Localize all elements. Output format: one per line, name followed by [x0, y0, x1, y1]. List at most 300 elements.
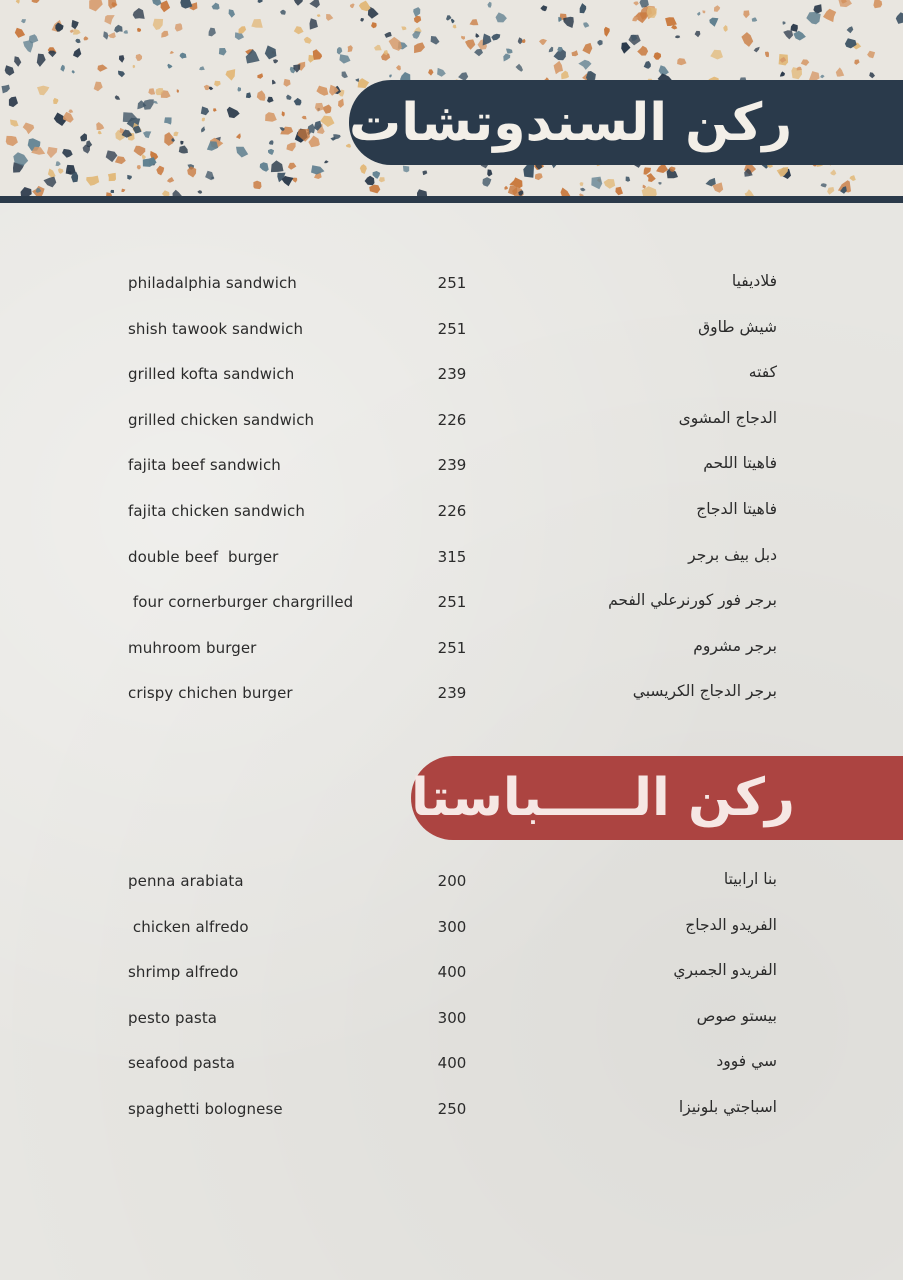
terrazzo-chip [106, 150, 118, 162]
terrazzo-chip [103, 31, 108, 39]
terrazzo-chip [621, 42, 630, 54]
terrazzo-chip [504, 186, 508, 190]
terrazzo-chip [369, 185, 380, 194]
item-english-name: muhroom burger [128, 638, 257, 657]
terrazzo-chip [48, 169, 56, 179]
terrazzo-chip [179, 146, 188, 154]
terrazzo-chip [115, 156, 126, 164]
terrazzo-chip [695, 31, 701, 37]
terrazzo-chip [151, 0, 161, 6]
item-price: 250 [437, 1099, 467, 1118]
item-arabic-name: برجر مشروم [693, 636, 777, 655]
terrazzo-chip [342, 71, 348, 78]
terrazzo-chip [540, 5, 547, 11]
terrazzo-chip [422, 171, 427, 176]
terrazzo-chip [414, 42, 425, 53]
terrazzo-chip [821, 183, 827, 187]
terrazzo-chip [580, 182, 584, 186]
terrazzo-chip [535, 173, 543, 180]
menu-row [0, 534, 903, 580]
terrazzo-chip [246, 92, 251, 98]
terrazzo-chip [96, 122, 104, 130]
terrazzo-chip [9, 97, 18, 108]
terrazzo-chip [104, 15, 114, 25]
sandwich-section-title: ركن السندوتشات [349, 92, 793, 153]
terrazzo-chip [205, 171, 214, 180]
terrazzo-chip [475, 33, 479, 38]
terrazzo-chip [474, 49, 483, 57]
terrazzo-chip [284, 79, 291, 87]
terrazzo-chip [111, 190, 115, 193]
terrazzo-chip [783, 30, 793, 39]
terrazzo-chip [258, 0, 263, 3]
terrazzo-chip [359, 1, 371, 12]
terrazzo-chip [702, 10, 705, 13]
item-arabic-name: بنا ارابيتا [723, 870, 777, 888]
terrazzo-chip [143, 131, 151, 138]
item-english-name: fajita chicken sandwich [128, 501, 305, 520]
terrazzo-chip [207, 141, 218, 151]
terrazzo-chip [236, 147, 248, 158]
terrazzo-chip [271, 160, 284, 172]
item-english-name: pesto pasta [128, 1008, 218, 1027]
item-english-name: crispy chichen burger [128, 684, 293, 703]
terrazzo-chip [148, 88, 155, 95]
item-english-name: double beef burger [128, 547, 279, 566]
terrazzo-chip [282, 111, 285, 116]
item-english-name: grilled kofta sandwich [128, 365, 295, 384]
terrazzo-chip [142, 154, 146, 159]
terrazzo-chip [591, 177, 602, 190]
terrazzo-chip [384, 32, 391, 38]
terrazzo-chip [869, 72, 875, 78]
terrazzo-chip [437, 68, 446, 77]
terrazzo-chip [417, 189, 428, 196]
terrazzo-chip [371, 22, 377, 28]
terrazzo-chip [741, 32, 753, 47]
terrazzo-chip [867, 51, 875, 59]
terrazzo-chip [257, 90, 266, 101]
item-arabic-name: بيستو صوص [696, 1006, 777, 1025]
terrazzo-chip [539, 39, 547, 45]
terrazzo-chip [136, 54, 142, 61]
terrazzo-chip [311, 165, 325, 174]
terrazzo-chip [286, 95, 291, 101]
item-price: 226 [437, 501, 467, 520]
terrazzo-chip [199, 66, 205, 70]
terrazzo-chip [257, 73, 263, 78]
terrazzo-chip [491, 34, 500, 41]
terrazzo-chip [161, 0, 171, 12]
terrazzo-chip [518, 37, 523, 44]
terrazzo-chip [604, 27, 610, 37]
terrazzo-chip [286, 143, 295, 152]
item-english-name: chicken alfredo [128, 917, 249, 936]
terrazzo-chip [412, 31, 421, 39]
terrazzo-chip [260, 162, 269, 171]
terrazzo-chip [675, 35, 680, 38]
terrazzo-chip [2, 85, 10, 94]
item-arabic-name: الدجاج المشوى [678, 408, 777, 427]
item-arabic-name: فاهيتا اللحم [703, 454, 777, 473]
terrazzo-chip [644, 61, 651, 69]
terrazzo-chip [820, 75, 825, 79]
terrazzo-chip [316, 86, 328, 96]
terrazzo-chip [743, 10, 749, 18]
terrazzo-chip [523, 164, 534, 178]
menu-row [0, 625, 903, 671]
terrazzo-chip [118, 71, 125, 78]
terrazzo-chip [806, 12, 820, 24]
pasta-section-title: ركن الـــــباستا [411, 768, 795, 828]
terrazzo-chip [97, 65, 107, 72]
terrazzo-chip [310, 18, 318, 29]
terrazzo-chip [70, 30, 74, 34]
terrazzo-chip [124, 30, 128, 34]
terrazzo-chip [308, 136, 320, 148]
terrazzo-chip [108, 173, 116, 181]
item-english-name: grilled chicken sandwich [128, 410, 315, 429]
terrazzo-chip [745, 189, 754, 196]
terrazzo-chip [677, 58, 686, 65]
terrazzo-chip [268, 149, 274, 155]
terrazzo-chip [161, 31, 168, 38]
terrazzo-chip [98, 131, 102, 135]
item-arabic-name: الفريدو الجمبري [673, 961, 777, 980]
terrazzo-chip [167, 64, 172, 69]
terrazzo-chip [373, 171, 381, 179]
terrazzo-chip [671, 25, 677, 30]
item-price: 239 [437, 365, 467, 384]
terrazzo-chip [326, 14, 333, 21]
terrazzo-chip [212, 3, 220, 10]
terrazzo-chip [21, 19, 26, 23]
item-price: 239 [437, 456, 467, 475]
terrazzo-chip [127, 175, 132, 180]
terrazzo-chip [180, 53, 187, 59]
item-arabic-name: كفته [748, 363, 777, 382]
terrazzo-chip [209, 87, 213, 91]
terrazzo-chip [355, 78, 359, 82]
terrazzo-chip [365, 176, 375, 185]
terrazzo-chip [73, 29, 81, 35]
menu-row [0, 488, 903, 534]
item-english-name: penna arabiata [128, 872, 244, 890]
terrazzo-chip [293, 0, 303, 6]
terrazzo-chip [75, 39, 80, 43]
terrazzo-chip [267, 97, 274, 103]
terrazzo-chip [175, 23, 183, 31]
terrazzo-chip [272, 80, 276, 85]
terrazzo-chip [187, 166, 196, 177]
terrazzo-chip [563, 17, 574, 28]
terrazzo-chip [337, 47, 342, 55]
terrazzo-chip [470, 19, 479, 25]
item-english-name: shish tawook sandwich [128, 319, 304, 338]
terrazzo-chip [403, 166, 409, 173]
terrazzo-chip [153, 101, 158, 104]
terrazzo-chip [227, 107, 240, 118]
terrazzo-chip [461, 36, 465, 40]
terrazzo-chip [830, 169, 836, 175]
item-english-name: seafood pasta [128, 1054, 236, 1073]
header-divider [0, 196, 903, 203]
terrazzo-chip [180, 141, 183, 145]
terrazzo-chip [516, 64, 524, 72]
terrazzo-chip [304, 37, 312, 44]
terrazzo-chip [122, 189, 126, 192]
item-price: 300 [437, 1008, 467, 1027]
terrazzo-chip [226, 69, 236, 81]
terrazzo-chip [72, 20, 79, 29]
terrazzo-chip [89, 0, 103, 11]
terrazzo-chip [723, 25, 728, 32]
terrazzo-chip [483, 34, 492, 46]
terrazzo-chip [496, 12, 507, 22]
terrazzo-chip [578, 60, 591, 70]
terrazzo-chip [72, 70, 75, 73]
terrazzo-chip [453, 25, 457, 29]
sandwich-section-banner [349, 80, 903, 165]
menu-row [0, 306, 903, 352]
terrazzo-chip [465, 39, 475, 49]
terrazzo-chip [177, 89, 179, 93]
item-arabic-name: شيش طاوق [698, 317, 777, 336]
terrazzo-chip [62, 149, 73, 158]
menu-row [0, 397, 903, 443]
terrazzo-chip [503, 54, 510, 62]
terrazzo-chip [273, 59, 278, 63]
terrazzo-chip [561, 188, 571, 197]
terrazzo-chip [633, 1, 639, 5]
item-price: 300 [437, 917, 467, 936]
item-arabic-name: فلاديفيا [731, 272, 777, 290]
terrazzo-chip [219, 48, 227, 56]
terrazzo-chip [597, 40, 602, 46]
terrazzo-chip [659, 182, 662, 185]
menu-row [0, 351, 903, 397]
terrazzo-chip [47, 147, 58, 158]
pasta-menu-list [0, 858, 903, 1132]
terrazzo-chip [414, 16, 421, 23]
terrazzo-chip [236, 133, 241, 139]
menu-row [0, 1086, 903, 1132]
terrazzo-chip [239, 26, 247, 33]
terrazzo-chip [84, 36, 89, 40]
terrazzo-chip [549, 47, 554, 53]
terrazzo-chip [637, 46, 648, 56]
menu-row [0, 260, 903, 306]
terrazzo-chip [765, 52, 769, 58]
terrazzo-chip [374, 45, 382, 51]
terrazzo-chip [396, 65, 401, 70]
terrazzo-chip [170, 51, 174, 54]
item-english-name: four cornerburger chargrilled [128, 593, 354, 612]
terrazzo-chip [108, 32, 116, 38]
terrazzo-chip [389, 74, 392, 77]
terrazzo-chip [647, 7, 657, 18]
terrazzo-chip [235, 32, 244, 40]
terrazzo-chip [428, 69, 433, 75]
menu-row [0, 442, 903, 488]
menu-row [0, 995, 903, 1041]
item-price: 200 [437, 872, 467, 890]
terrazzo-chip [201, 126, 205, 132]
terrazzo-chip [214, 81, 221, 87]
terrazzo-chip [315, 103, 324, 112]
terrazzo-chip [201, 106, 209, 115]
terrazzo-chip [413, 7, 420, 17]
terrazzo-chip [324, 160, 329, 163]
terrazzo-chip [237, 87, 241, 92]
terrazzo-chip [37, 54, 46, 67]
terrazzo-chip [133, 8, 145, 19]
terrazzo-chip [710, 50, 723, 60]
terrazzo-chip [313, 49, 322, 60]
terrazzo-chip [360, 164, 367, 174]
terrazzo-chip [167, 177, 174, 183]
terrazzo-chip [294, 98, 302, 106]
terrazzo-chip [114, 25, 123, 33]
terrazzo-chip [37, 86, 49, 96]
terrazzo-chip [302, 116, 307, 120]
terrazzo-chip [604, 179, 616, 189]
menu-row [0, 670, 903, 716]
terrazzo-chip [431, 36, 440, 45]
terrazzo-chip [197, 190, 202, 194]
terrazzo-chip [487, 169, 492, 176]
terrazzo-chip [350, 3, 355, 8]
item-price: 400 [437, 1054, 467, 1073]
terrazzo-chip [317, 14, 321, 17]
terrazzo-chip [15, 28, 25, 38]
terrazzo-chip [780, 71, 785, 76]
terrazzo-chip [115, 95, 121, 99]
terrazzo-chip [849, 175, 855, 181]
terrazzo-chip [213, 108, 217, 111]
terrazzo-chip [23, 123, 35, 135]
item-arabic-name: برجر الدجاج الكريسبي [632, 682, 777, 701]
terrazzo-chip [10, 120, 19, 127]
menu-row [0, 858, 903, 904]
terrazzo-chip [80, 133, 87, 141]
terrazzo-chip [134, 146, 146, 156]
terrazzo-chip [265, 112, 277, 122]
terrazzo-chip [288, 163, 297, 170]
terrazzo-chip [583, 22, 589, 28]
terrazzo-chip [16, 0, 20, 4]
terrazzo-chip [58, 168, 64, 174]
terrazzo-chip [23, 40, 33, 52]
terrazzo-chip [202, 118, 205, 122]
menu-row [0, 579, 903, 625]
terrazzo-chip [21, 187, 32, 196]
terrazzo-chip [133, 65, 136, 68]
item-arabic-name: فاهيتا الدجاج [696, 499, 777, 518]
terrazzo-chip [44, 177, 57, 188]
item-arabic-name: سي فوود [716, 1052, 777, 1071]
terrazzo-chip [253, 181, 261, 190]
terrazzo-chip [823, 9, 836, 22]
terrazzo-chip [360, 18, 364, 22]
item-english-name: shrimp alfredo [128, 963, 239, 982]
terrazzo-chip [174, 132, 179, 137]
terrazzo-chip [838, 0, 852, 7]
item-price: 251 [437, 638, 467, 657]
terrazzo-chip [209, 28, 216, 37]
terrazzo-chip [14, 56, 21, 66]
item-price: 400 [437, 963, 467, 982]
terrazzo-chip [251, 19, 262, 28]
terrazzo-chip [156, 166, 164, 176]
terrazzo-chip [389, 37, 402, 51]
terrazzo-chip [446, 15, 452, 20]
terrazzo-chip [554, 61, 563, 74]
terrazzo-chip [482, 177, 491, 187]
terrazzo-chip [401, 27, 406, 31]
terrazzo-chip [873, 0, 882, 8]
terrazzo-chip [561, 71, 569, 80]
terrazzo-chip [847, 26, 854, 33]
item-price: 251 [437, 319, 467, 338]
item-price: 251 [437, 274, 467, 292]
terrazzo-chip [330, 137, 335, 141]
terrazzo-chip [654, 52, 662, 60]
terrazzo-chip [665, 17, 677, 26]
menu-row [0, 1040, 903, 1086]
terrazzo-chip [697, 12, 700, 16]
item-english-name: fajita beef sandwich [128, 456, 281, 475]
terrazzo-chip [572, 50, 579, 56]
terrazzo-chip [68, 109, 73, 113]
terrazzo-chip [73, 48, 81, 58]
terrazzo-chip [827, 187, 834, 195]
terrazzo-chip [379, 177, 385, 182]
terrazzo-chip [229, 9, 235, 17]
terrazzo-chip [506, 49, 513, 54]
terrazzo-chip [94, 82, 103, 92]
terrazzo-chip [896, 12, 903, 24]
terrazzo-chip [32, 0, 40, 3]
terrazzo-chip [86, 176, 99, 186]
terrazzo-chip [754, 47, 760, 53]
terrazzo-chip [6, 136, 18, 146]
sandwich-menu-list [0, 260, 903, 716]
terrazzo-chip [153, 19, 163, 30]
terrazzo-chip [348, 45, 353, 52]
terrazzo-chip [793, 31, 806, 41]
item-arabic-name: اسباجتي بلونيزا [678, 1097, 777, 1116]
terrazzo-chip [265, 45, 277, 59]
item-price: 315 [437, 547, 467, 566]
item-arabic-name: الفريدو الدجاج [685, 915, 777, 934]
pasta-section-banner [411, 756, 903, 840]
terrazzo-chip [714, 5, 720, 12]
terrazzo-chip [451, 19, 455, 24]
terrazzo-chip [580, 188, 586, 192]
menu-row [0, 949, 903, 995]
item-arabic-name: برجر فور كورنرعلي الفحم [608, 591, 777, 610]
item-arabic-name: دبل بيف برجر [688, 545, 777, 564]
terrazzo-chip [801, 59, 810, 66]
terrazzo-chip [137, 165, 141, 169]
terrazzo-chip [119, 55, 125, 63]
terrazzo-chip [582, 43, 592, 54]
item-price: 251 [437, 593, 467, 612]
terrazzo-chip [615, 187, 623, 195]
terrazzo-chip [294, 26, 304, 34]
terrazzo-chip [269, 140, 274, 145]
